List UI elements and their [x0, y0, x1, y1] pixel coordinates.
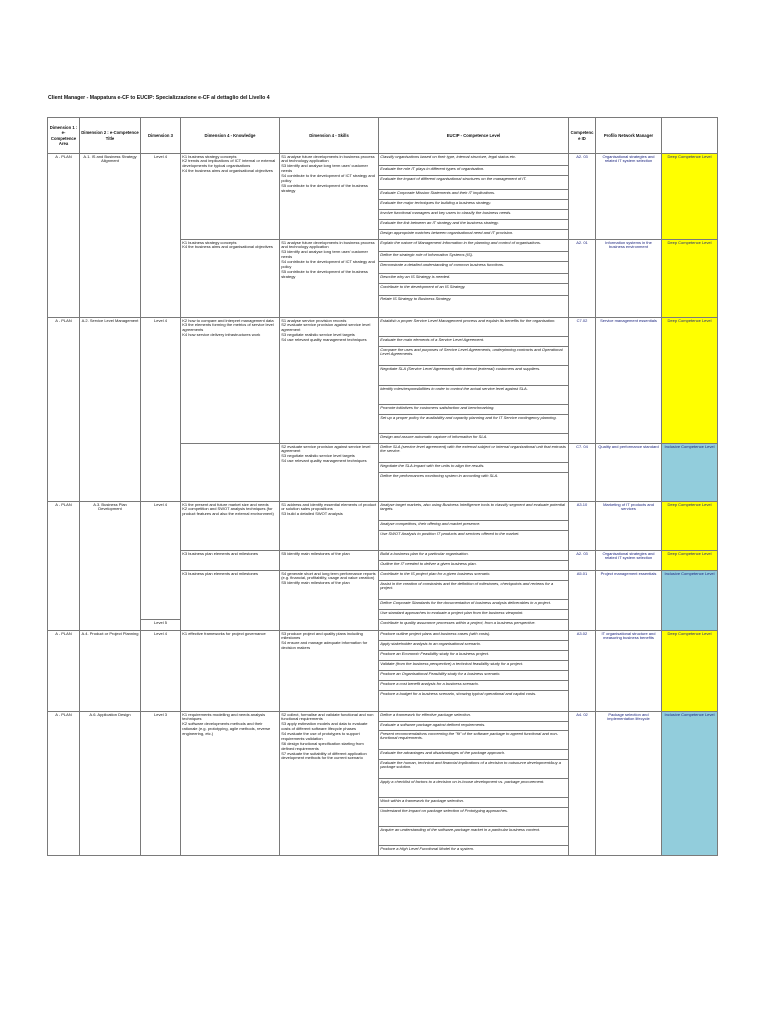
competence-id: A2. 03: [569, 551, 596, 571]
header-dimension-1: Dimension 1 : e-Competence Area: [48, 118, 80, 154]
competence-title: A.1. IS and Business Strategy Alignment: [80, 154, 141, 318]
skills-cell: S5 identify main milestones of the plan: [280, 551, 379, 571]
eucip-competence-item: Evaluate the main elements of a Service Level Agreement.: [379, 337, 569, 347]
competence-fit-badge: Deep Competence Level: [662, 551, 718, 571]
profile-cell: Service management essentials: [596, 318, 662, 444]
eucip-competence-item: Negotiate the SLA impact with the units to align the results.: [379, 463, 569, 473]
eucip-competence-item: Negotiate SLA (Service Level Agreement) with internal (external) customers and suppliers.: [379, 366, 569, 386]
eucip-competence-item: Evaluate the advantages and disadvantages of the package approach.: [379, 750, 569, 760]
eucip-competence-item: Build a business plan for a particular organisation.: [379, 551, 569, 561]
mapping-table: [47, 117, 718, 856]
competence-area: A - PLAN: [48, 631, 80, 712]
competence-fit-badge: Deep Competence Level: [662, 154, 718, 240]
competence-level: Level 4: [141, 318, 181, 502]
competence-fit-badge: Deep Competence Level: [662, 318, 718, 444]
profile-cell: Organisational strategies and related IT system selection: [596, 154, 662, 240]
eucip-competence-item: Analyse competitors, their offering and market presence.: [379, 521, 569, 531]
header-competence-id: Competence ID: [569, 118, 596, 154]
profile-cell: Marketing of IT products and services: [596, 502, 662, 551]
table-row: [48, 502, 718, 521]
competence-id: A3.10: [569, 502, 596, 551]
eucip-competence-item: Classify organisations based on their type, internal structure, legal status etc.: [379, 154, 569, 166]
eucip-competence-item: Apply stakeholder analysis to an organisational scenario.: [379, 641, 569, 651]
competence-area: A - PLAN: [48, 154, 80, 318]
competence-level: Level 4: [141, 502, 181, 620]
competence-fit-badge: Inclusive Competence Level: [662, 712, 718, 856]
eucip-competence-item: Produce a cost benefit analysis for a business scenario.: [379, 681, 569, 691]
profile-cell: Package selection and implementation lifecycle: [596, 712, 662, 856]
eucip-competence-item: Contribute to the development of an IS Strategy.: [379, 284, 569, 296]
competence-level-secondary: Level 5: [141, 620, 181, 631]
competence-id: A4. 02: [569, 712, 596, 856]
eucip-competence-item: Design and assure automatic capture of information for SLA.: [379, 434, 569, 444]
competence-fit-badge: Deep Competence Level: [662, 502, 718, 551]
header-skills: Dimension 4 - Skills: [280, 118, 379, 154]
table-row: [48, 154, 718, 166]
competence-level: Level 4: [141, 154, 181, 318]
profile-cell: Information systems in the business environment: [596, 240, 662, 318]
eucip-competence-item: Evaluate the link between an IT strategy and the business strategy.: [379, 220, 569, 230]
document-title: Client Manager - Mappatura e-CF to EUCIP: Specializzazione e-CF al dettaglio del Livello 4: [48, 95, 270, 101]
eucip-competence-item: Define the performances monitoring system in according with SLA.: [379, 473, 569, 502]
profile-cell: Quality and performance standard: [596, 444, 662, 502]
eucip-competence-item: Assist in the creation of constraints and the definition of milestones, checkpoints and reviews for a project.: [379, 581, 569, 600]
eucip-competence-item: Describe why an IS Strategy is needed.: [379, 274, 569, 284]
eucip-competence-item: Promote initiatives for customers satisfaction and benchmarking.: [379, 405, 569, 415]
header-eucip: EUCIP - Competence Level: [379, 118, 569, 154]
competence-id: A2. 01: [569, 240, 596, 318]
competence-title: A.2. Service Level Management: [80, 318, 141, 502]
competence-level: Level 3: [141, 712, 181, 856]
eucip-competence-item: Produce an Organisational Feasibility study for a business scenario.: [379, 671, 569, 681]
eucip-competence-item: Design appropriate matches between organisational need and IT provision.: [379, 230, 569, 240]
knowledge-cell: K3 business plan elements and milestones: [181, 551, 280, 571]
eucip-competence-item: Understand the impact on package selection of Prototyping approaches.: [379, 808, 569, 827]
competence-title: A.4. Product or Project Planning: [80, 631, 141, 712]
eucip-competence-item: Outline the IT needed to deliver a given business plan.: [379, 561, 569, 571]
knowledge-cell: K3 business plan elements and milestones: [181, 571, 280, 631]
competence-id: A5.01: [569, 571, 596, 631]
skills-cell: S2 evaluate service provision against service level agreement S3 negotiate realistic service level targets S4 use relevant quality management techniques: [280, 444, 379, 502]
eucip-competence-item: Work within a framework for package selection.: [379, 798, 569, 808]
eucip-competence-item: Evaluate the major techniques for building a business strategy.: [379, 200, 569, 210]
eucip-competence-item: Evaluate the human, technical and financial implications of a decision to outsource development/buy a package solution.: [379, 760, 569, 779]
competence-fit-badge: Deep Competence Level: [662, 631, 718, 712]
eucip-competence-item: Compare the uses and purposes of Service Level Agreements, underpinning contracts and Operational Level Agreements.: [379, 347, 569, 366]
profile-cell: Organisational strategies and related IT system selection: [596, 551, 662, 571]
competence-area: A - PLAN: [48, 502, 80, 631]
knowledge-cell: K2 how to compare and interpret management data K3 the elements forming the metrics of service level agreements K4 how service delivery infrastructures work: [181, 318, 280, 444]
eucip-competence-item: Define SLA (service level agreement) with the external subject or internal organizational unit that entrusts the service.: [379, 444, 569, 463]
eucip-competence-item: Apply a checklist of factors to a decision on in-house development vs. package procurement.: [379, 779, 569, 798]
eucip-competence-item: Use standard approaches to evaluate a project plan from the business viewpoint.: [379, 610, 569, 620]
eucip-competence-item: Identify roles/responsibilities in order to control the actual service level against SLA.: [379, 386, 569, 405]
header-profile: Profilo Network Manager: [596, 118, 662, 154]
eucip-competence-item: Produce an Economic Feasibility study for a business project.: [379, 651, 569, 661]
knowledge-cell: [181, 444, 280, 502]
eucip-competence-item: Set up a proper policy for availability and capacity planning and for IT Service contingency planning.: [379, 415, 569, 434]
competence-id: C7.02: [569, 318, 596, 444]
eucip-competence-item: Explain the nature of Management Information in the planning and control of organisations.: [379, 240, 569, 252]
knowledge-cell: K1 business strategy concepts K2 trends and implications of ICT internal or external developments for typical organisations K4 the business aims and organisational objectives: [181, 154, 280, 240]
header-fit: [662, 118, 718, 154]
eucip-competence-item: Define the strategic role of Information Systems (IS).: [379, 252, 569, 262]
knowledge-cell: K1 requirements modelling and needs analysis techniques K2 software developments methods and their rationale (e.g. prototyping, agile methods, reverse engineering, etc.): [181, 712, 280, 856]
eucip-competence-item: Validate (from the business perspective) a technical feasibility study for a project.: [379, 661, 569, 671]
competence-level: Level 4: [141, 631, 181, 712]
eucip-competence-item: Evaluate a software package against defined requirements.: [379, 722, 569, 731]
eucip-competence-item: Produce outline project plans and business cases (with costs).: [379, 631, 569, 641]
competence-fit-badge: Inclusive Competence Level: [662, 571, 718, 631]
skills-cell: S2 collect, formalise and validate functional and non functional requirements S3 apply estimation models and data to evaluate costs of different software lifecycle phases S4 evaluate the use of prototypes to support requirements validation S6 design functional specification starting from defined requirements S7 evaluate the suitability of different application development methods for the current scenario: [280, 712, 379, 856]
competence-id: C7. 04: [569, 444, 596, 502]
eucip-competence-item: Define a framework for effective package selection.: [379, 712, 569, 722]
eucip-competence-item: Evaluate the role IT plays in different types of organisation.: [379, 166, 569, 176]
competence-id: A3.02: [569, 631, 596, 712]
eucip-competence-item: Present recommendations concerning the "fit" of the software package to agreed functional and non-functional requirements.: [379, 731, 569, 750]
knowledge-cell: K1 the present and future market size and needs K2 competition and SWOT analysis techniques (for product features and also the external environment): [181, 502, 280, 551]
eucip-competence-item: Evaluate the impact of different organisational structures on the management of IT.: [379, 176, 569, 190]
eucip-competence-item: Involve functional managers and key users to classify the business needs.: [379, 210, 569, 220]
competence-fit-badge: Deep Competence Level: [662, 240, 718, 318]
eucip-competence-item: Demonstrate a detailed understanding of common business functions.: [379, 262, 569, 274]
eucip-competence-item: Contribute to quality assurance processes within a project, from a business perspective.: [379, 620, 569, 631]
eucip-competence-item: Use SWOT Analysis to position IT products and services offered to the market.: [379, 531, 569, 551]
eucip-competence-item: Establish a proper Service Level Management process and explain its benefits for the organisation.: [379, 318, 569, 337]
knowledge-cell: K1 effective frameworks for project governance: [181, 631, 280, 712]
competence-fit-badge: Inclusive Competence Level: [662, 444, 718, 502]
eucip-competence-item: Acquire an understanding of the software-package market in a particular business context.: [379, 827, 569, 846]
competence-area: A - PLAN: [48, 318, 80, 502]
eucip-competence-item: Relate IS Strategy to Business Strategy.: [379, 296, 569, 318]
knowledge-cell: K1 business strategy concepts K4 the business aims and organisational objectives: [181, 240, 280, 318]
skills-cell: S4 generate short and long term performance reports (e.g. financial, profitability, usage and value creation) S5 identify main milestones of the plan: [280, 571, 379, 631]
competence-title: A.6. Application Design: [80, 712, 141, 856]
competence-id: A2. 03: [569, 154, 596, 240]
eucip-competence-item: Analyse target markets, also using Business Intelligence tools to classify segment and evaluate potential targets.: [379, 502, 569, 521]
skills-cell: S1 analyse service provision records S2 evaluate service provision against service level agreement S3 negotiate realistic service level targets S4 use relevant quality management techniques: [280, 318, 379, 444]
skills-cell: S1 analyse future developments in business process and technology application S3 identify and analyse long term user/ customer needs S4 contribute to the development of ICT strategy and policy S5 contribute to the development of the business strategy: [280, 154, 379, 240]
eucip-competence-item: Contribute to the IS project plan for a given business scenario.: [379, 571, 569, 581]
eucip-competence-item: Evaluate Corporate Mission Statements and their IT implications.: [379, 190, 569, 200]
header-dimension-3: Dimension 3: [141, 118, 181, 154]
eucip-competence-item: Define Corporate Standards for the documentation of business analysis deliverables in a project.: [379, 600, 569, 610]
table-row: [48, 712, 718, 722]
profile-cell: IT organisational structure and measuring business benefits: [596, 631, 662, 712]
eucip-competence-item: Produce a High Level Functional Model for a system.: [379, 846, 569, 856]
eucip-competence-item: Produce a budget for a business scenario, showing typical operational and capital costs.: [379, 691, 569, 712]
header-knowledge: Dimension 4 - Knowledge: [181, 118, 280, 154]
header-dimension-2: Dimension 2 : e-Competence Title: [80, 118, 141, 154]
skills-cell: S3 produce project and quality plans including milestones S4 ensure and manage adequate information for decision makers: [280, 631, 379, 712]
competence-area: A - PLAN: [48, 712, 80, 856]
skills-cell: S1 address and identify essential elements of product or solution sales propositions S3 build a detailed SWOT analysis: [280, 502, 379, 551]
table-row: [48, 318, 718, 337]
table-row: [48, 631, 718, 641]
profile-cell: Project management essentials: [596, 571, 662, 631]
skills-cell: S1 analyse future developments in business process and technology application S3 identify and analyse long term user/ customer needs S4 contribute to the development of ICT strategy and policy S5 contribute to the development of the business strategy: [280, 240, 379, 318]
competence-title: A.3. Business Plan Development: [80, 502, 141, 631]
